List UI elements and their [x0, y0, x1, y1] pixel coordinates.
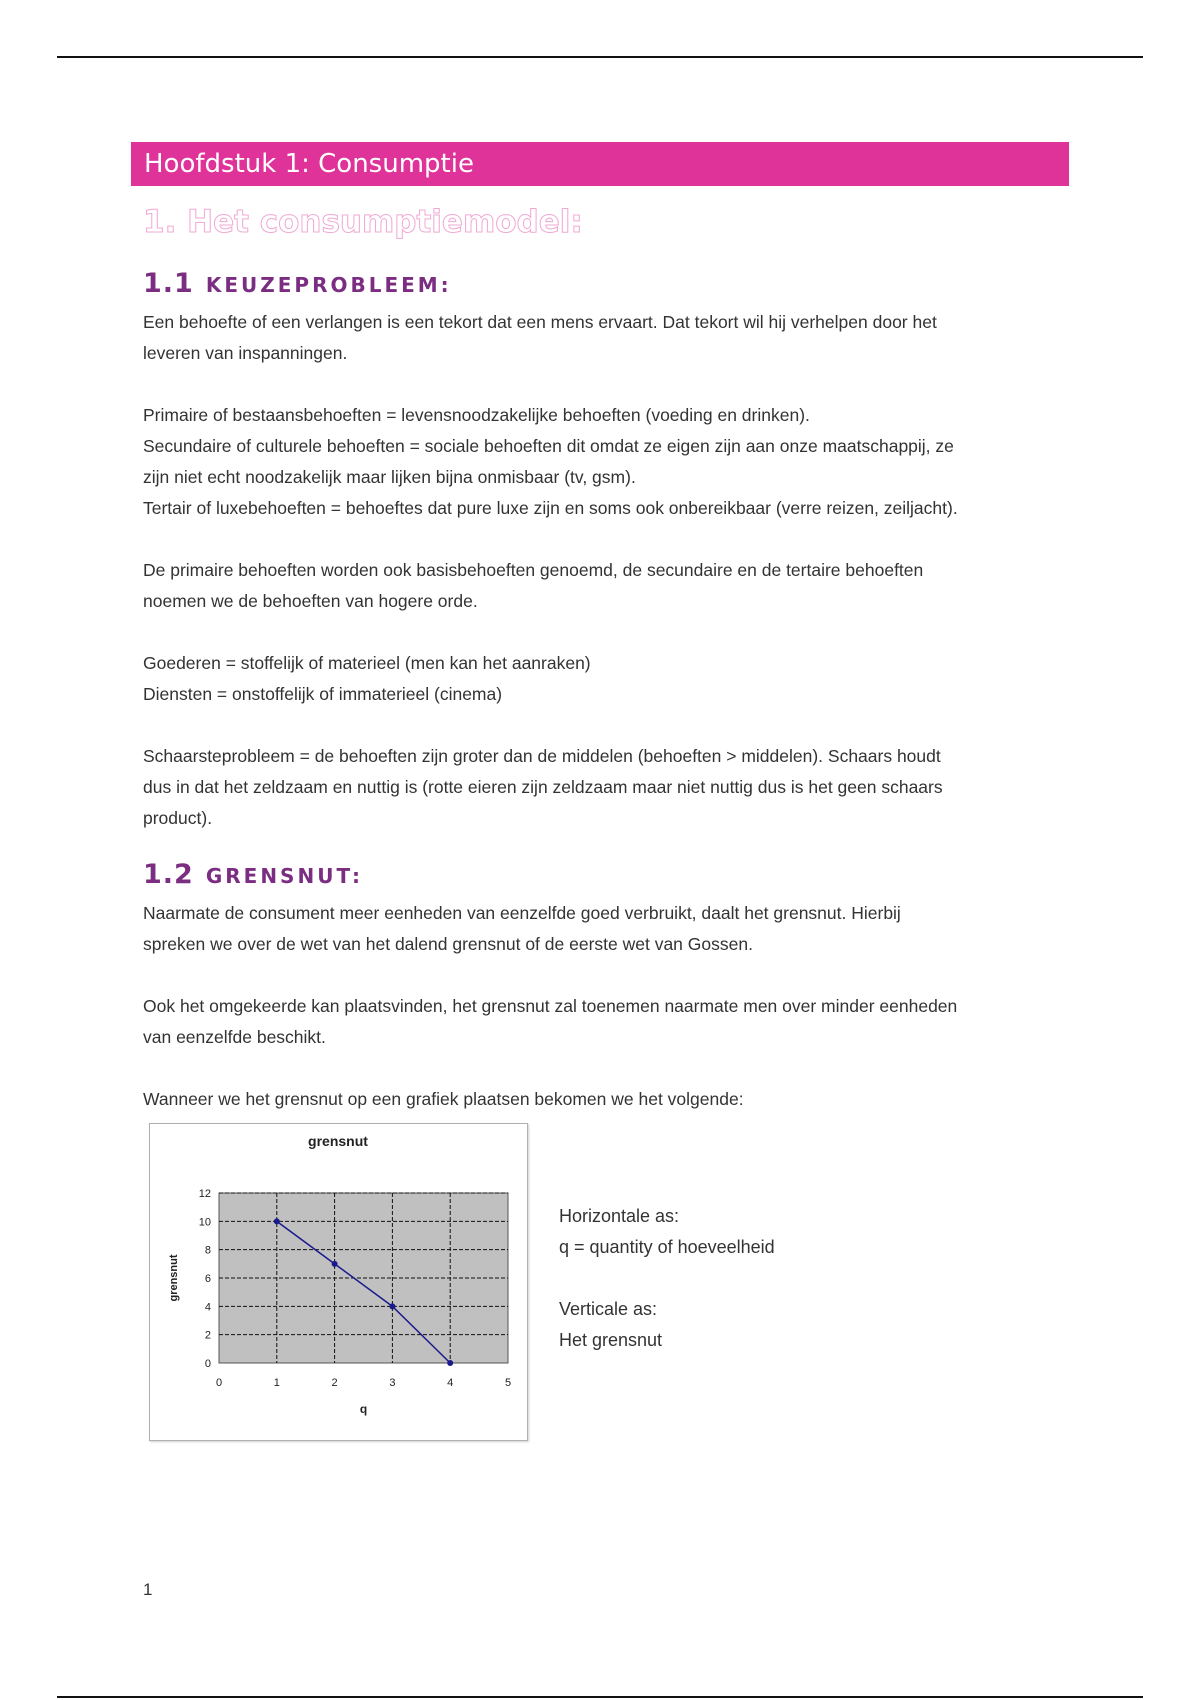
page-number: 1 [143, 1580, 153, 1599]
subheading-label: KEUZEPROBLEEM: [205, 273, 452, 297]
subheading-grensnut [143, 859, 363, 890]
x-tick-label: 3 [389, 1377, 396, 1389]
horizontal-axis-heading: Horizontale as: [559, 1206, 680, 1226]
text-line: spreken we over de wet van het dalend grensnut of de eerste wet van Gossen. [143, 934, 753, 954]
vertical-axis-heading: Verticale as: [559, 1299, 658, 1319]
text-line: Secundaire of culturele behoeften = sociale behoeften dit omdat ze eigen zijn aan onze maatschappij, ze [143, 436, 954, 456]
subheading-keuzeprobleem [143, 268, 452, 299]
text-line: noemen we de behoeften van hogere orde. [143, 591, 478, 611]
subheading-number: 1.1 [143, 268, 194, 299]
text-line: De primaire behoeften worden ook basisbehoeften genoemd, de secundaire en de tertaire behoeften [143, 560, 924, 580]
subheading-number: 1.2 [143, 859, 194, 890]
x-tick-label: 4 [447, 1377, 454, 1389]
text-line: Een behoefte of een verlangen is een tekort dat een mens ervaart. Dat tekort wil hij verhelpen door het [143, 312, 937, 332]
paragraph-basisbehoeften [143, 555, 1063, 617]
y-tick-label: 2 [204, 1329, 211, 1342]
paragraph-grafiek-intro [143, 1084, 1063, 1115]
text-line: Diensten = onstoffelijk of immaterieel (cinema) [143, 684, 503, 704]
x-tick-label: 2 [331, 1377, 338, 1389]
y-tick-label: 12 [198, 1188, 211, 1200]
data-point [274, 1218, 280, 1224]
text-line: Naarmate de consument meer eenheden van eenzelfde goed verbruikt, daalt het grensnut. Hierbij [143, 903, 901, 923]
text-line: dus in dat het zeldzaam en nuttig is (rotte eieren zijn zeldzaam maar niet nuttig dus is het geen schaars [143, 777, 943, 797]
paragraph-schaarste [143, 741, 1063, 834]
paragraph-dalend-grensnut [143, 898, 1063, 960]
axis-notes [559, 1201, 959, 1356]
text-line: Primaire of bestaansbehoeften = levensnoodzakelijke behoeften (voeding en drinken). [143, 405, 810, 425]
x-tick-label: 1 [273, 1377, 280, 1389]
paragraph-behoefte [143, 307, 1063, 369]
y-tick-label: 8 [204, 1244, 211, 1257]
data-point [332, 1261, 338, 1267]
y-axis-label: grensnut [168, 1254, 180, 1302]
x-tick-label: 0 [215, 1377, 223, 1389]
text-line: van eenzelfde beschikt. [143, 1027, 326, 1047]
horizontal-axis-text: q = quantity of hoeveelheid [559, 1237, 775, 1257]
text-line: leveren van inspanningen. [143, 343, 348, 363]
y-tick-label: 4 [204, 1301, 211, 1314]
text-line: product). [143, 808, 213, 828]
data-point [389, 1303, 395, 1309]
grensnut-chart [149, 1123, 528, 1441]
x-axis-label: q [359, 1402, 368, 1416]
paragraph-omgekeerde [143, 991, 1063, 1053]
x-tick-label: 5 [504, 1377, 512, 1389]
section-title: 1. Het consumptiemodel: [143, 204, 583, 240]
chart-canvas [150, 1124, 527, 1440]
text-line: zijn niet echt noodzakelijk maar lijken bijna onmisbaar (tv, gsm). [143, 467, 636, 487]
text-line: Schaarsteprobleem = de behoeften zijn groter dan de middelen (behoeften > middelen). Schaars houdt [143, 746, 941, 766]
paragraph-goederen-diensten [143, 648, 1063, 710]
top-rule [57, 56, 1143, 58]
paragraph-behoeften-types [143, 400, 1063, 524]
chart-title: grensnut [308, 1133, 368, 1149]
text-line: Wanneer we het grensnut op een grafiek plaatsen bekomen we het volgende: [143, 1089, 744, 1109]
y-tick-label: 10 [198, 1216, 211, 1229]
vertical-axis-text: Het grensnut [559, 1330, 663, 1350]
text-line: Tertair of luxebehoeften = behoeftes dat pure luxe zijn en soms ook onbereikbaar (verre reizen, zeiljacht). [143, 498, 958, 518]
y-tick-label: 6 [204, 1273, 211, 1285]
text-line: Goederen = stoffelijk of materieel (men kan het aanraken) [143, 653, 591, 673]
text-line: Ook het omgekeerde kan plaatsvinden, het grensnut zal toenemen naarmate men over minder eenheden [143, 996, 958, 1016]
data-point [447, 1360, 453, 1366]
bottom-rule [57, 1696, 1143, 1698]
chapter-title: Hoofdstuk 1: Consumptie [131, 142, 1069, 186]
y-tick-label: 0 [204, 1358, 211, 1370]
subheading-label: GRENSNUT: [205, 864, 363, 888]
